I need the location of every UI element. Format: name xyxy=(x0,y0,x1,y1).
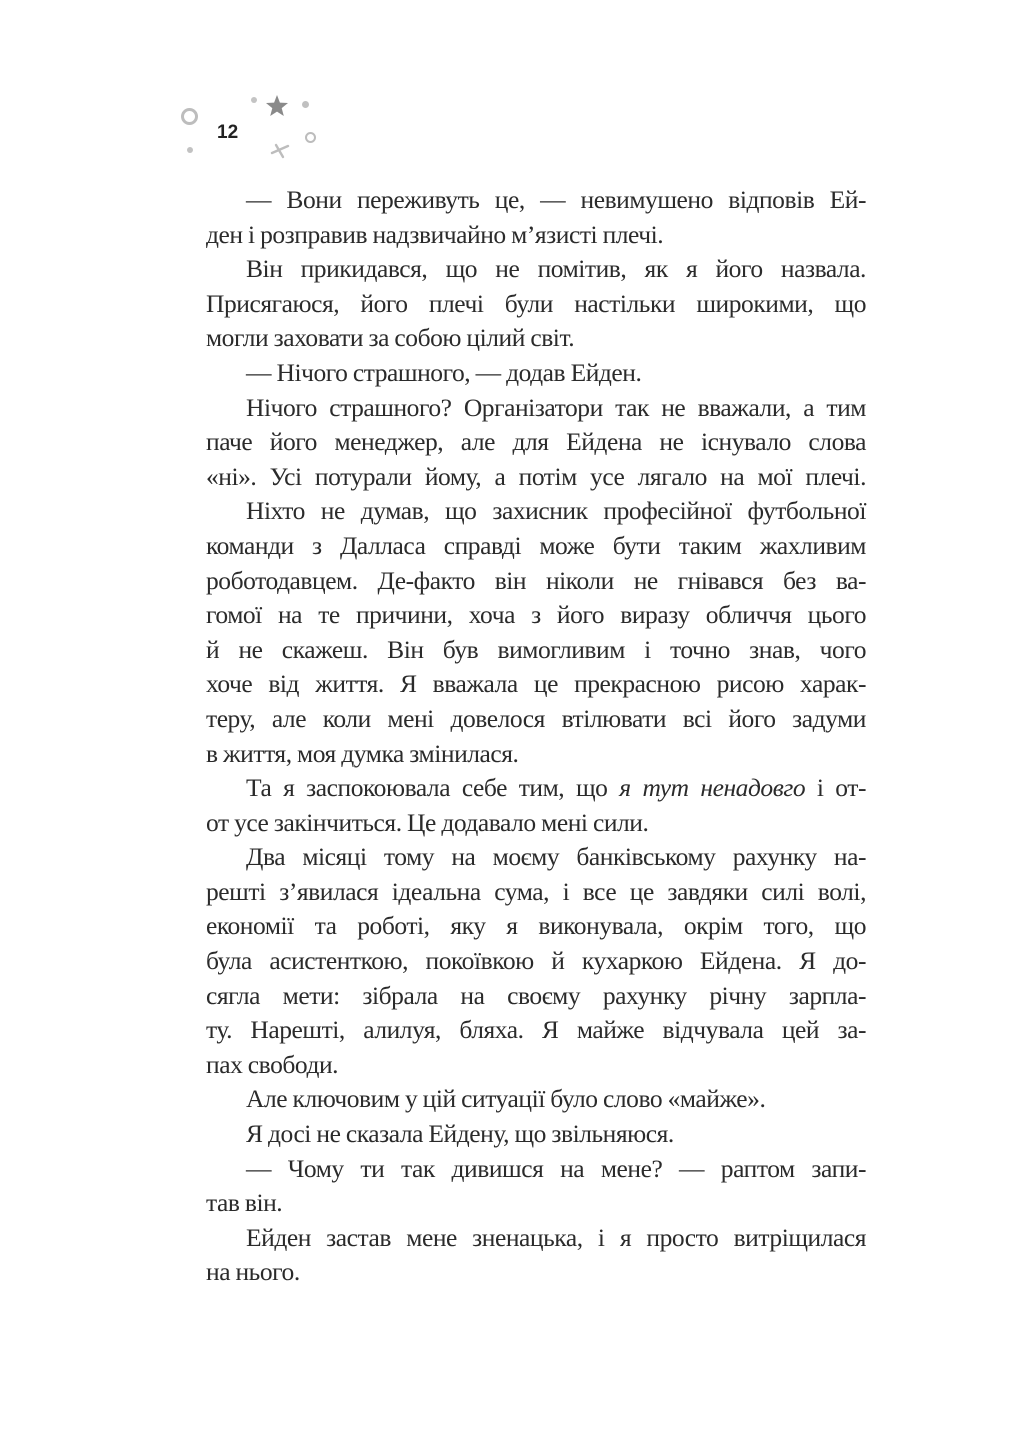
body-text xyxy=(206,183,866,1290)
text-line: в життя, моя думка змінилася. xyxy=(206,738,519,768)
dot-decoration-icon xyxy=(302,101,309,108)
text-line: — Чому ти так дивишся на мене? — раптом запи- xyxy=(246,1153,866,1183)
dot-decoration-icon xyxy=(251,97,257,103)
text-line: ту. Нарешті, алилуя, бляха. Я майже відчувала цей за- xyxy=(206,1015,866,1045)
text-line: пах свободи. xyxy=(206,1049,339,1079)
text-line: сягла мети: зібрала на своєму рахунку річну зарпла- xyxy=(206,980,866,1010)
text-line: могли заховати за собою цілий світ. xyxy=(206,323,575,353)
text-line: економії та роботі, яку я виконувала, окрім того, що xyxy=(206,911,866,941)
cross-icon xyxy=(270,140,290,160)
text-line: Ніхто не думав, що захисник професійної футбольної xyxy=(246,496,866,526)
star-icon xyxy=(265,94,289,118)
text-line: решті з’явилася ідеальна сума, і все це завдяки силі волі, xyxy=(206,876,866,906)
text-line: от усе закінчиться. Це додавало мені сили. xyxy=(206,807,649,837)
text-line: Я досі не сказала Ейдену, що звільняюся. xyxy=(246,1119,674,1149)
text-line: теру, але коли мені довелося втілювати всі його задуми xyxy=(206,703,866,733)
text-line: — Нічого страшного, — додав Ейден. xyxy=(246,357,642,387)
text-line: команди з Далласа справді може бути таким жахливим xyxy=(206,530,866,560)
text-line: Два місяці тому на моєму банківському рахунку на- xyxy=(246,842,866,872)
text-line: й не скажеш. Він був вимогливим і точно знав, чого xyxy=(206,634,866,664)
text-line: «ні». Усі потурали йому, а потім усе лягало на мої плечі. xyxy=(206,461,866,491)
page-number: 12 xyxy=(217,122,239,143)
text-line: на нього. xyxy=(206,1257,300,1287)
ring-decoration-icon xyxy=(181,108,198,125)
text-line: — Вони переживуть це, — невимушено відповів Ей- xyxy=(246,185,866,214)
ring-decoration-icon xyxy=(305,132,316,143)
text-line: паче його менеджер, але для Ейдена не існувало слова xyxy=(206,427,866,457)
text-segment: Та я заспокоювала себе тим, що xyxy=(246,773,620,803)
text-line: хоче від життя. Я вважала це прекрасною рисою харак- xyxy=(206,669,866,699)
text-line: гомої на те причини, хоча з його виразу обличчя цього xyxy=(206,600,866,630)
italic-text-segment: я тут ненадовго xyxy=(619,773,806,803)
text-line: тав він. xyxy=(206,1188,283,1218)
text-line: Ейден застав мене зненацька, і я просто витріщилася xyxy=(246,1222,866,1252)
text-line: була асистенткою, покоївкою й кухаркою Ейдена. Я до- xyxy=(206,946,866,976)
text-line: роботодавцем. Де-факто він ніколи не гнівався без ва- xyxy=(206,565,866,595)
text-line: Нічого страшного? Організатори так не вважали, а тим xyxy=(246,392,866,422)
text-line: Але ключовим у цій ситуації було слово «майже». xyxy=(246,1084,766,1114)
dot-decoration-icon xyxy=(187,147,193,153)
text-line: Присягаюся, його плечі були настільки широкими, що xyxy=(206,288,866,318)
text-segment: і от- xyxy=(805,773,867,803)
text-line-with-italic xyxy=(206,771,866,806)
text-line: ден і розправив надзвичайно м’язисті плечі. xyxy=(206,219,664,249)
text-line: Він прикидався, що не помітив, як я його назвала. xyxy=(246,254,866,284)
